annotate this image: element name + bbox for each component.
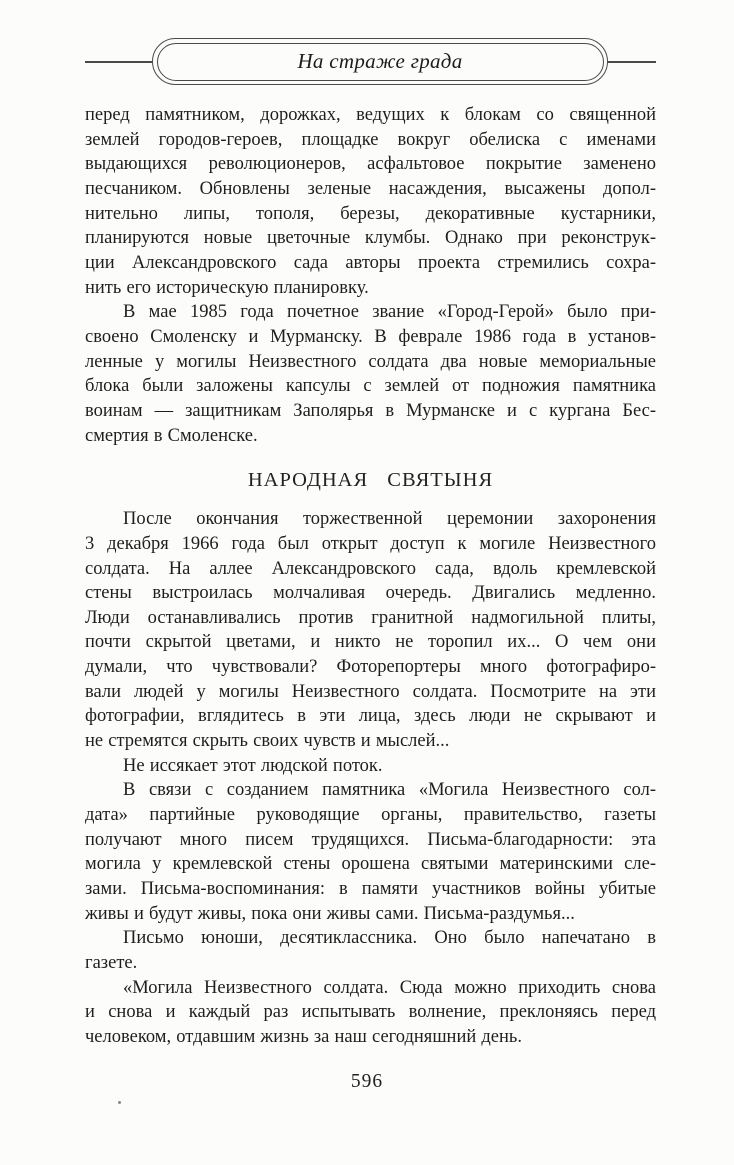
text-line: нительно липы, тополя, березы, декоративные кустарники, <box>85 203 656 224</box>
text-line: В мае 1985 года почетное звание «Город-Герой» было при- <box>123 302 656 323</box>
text-line: Люди останавливались против гранитной надмогильной плиты, <box>85 607 656 628</box>
text-line: «Могила Неизвестного солдата. Сюда можно приходить снова <box>123 977 656 998</box>
text-line: дата» партийные руководящие органы, правительство, газеты <box>85 805 656 826</box>
section-heading: НАРОДНАЯ СВЯТЫНЯ <box>247 469 494 492</box>
text-line: фотографии, вглядитесь в эти лица, здесь люди не скрывают и <box>85 706 656 727</box>
text-line: Письмо юноши, десятиклассника. Оно было напечатано в <box>123 928 656 949</box>
paragraph <box>85 778 656 926</box>
text-line: газете. <box>85 953 138 973</box>
text-line: песчаником. Обновлены зеленые насаждения, высажены допол- <box>85 178 656 199</box>
running-head-frame <box>152 38 608 85</box>
text-line: планируются новые цветочные клумбы. Однако при реконструк- <box>85 228 656 249</box>
header-rule-left <box>85 61 152 63</box>
text-line: выдающихся революционеров, асфальтовое покрытие заменено <box>85 154 656 175</box>
text-line: перед памятником, дорожках, ведущих к блокам со священной <box>85 105 656 125</box>
paragraph <box>85 103 656 300</box>
header-rule-right <box>608 61 656 63</box>
text-line: 3 декабря 1966 года был открыт доступ к могиле Неизвестного <box>85 533 656 554</box>
paragraph <box>85 976 656 1050</box>
text-line: землей городов-героев, площадке вокруг обелиска с именами <box>85 129 656 150</box>
text-line: думали, что чувствовали? Фоторепортеры много фотографиро- <box>85 657 656 678</box>
text-line: нить его историческую планировку. <box>85 277 369 298</box>
scan-speck <box>118 1101 121 1104</box>
text-line: вали людей у могилы Неизвестного солдата. Посмотрите на эти <box>85 681 656 702</box>
paragraph <box>85 507 656 754</box>
text-line: почти скрытой цветами, и никто не торопил их... О чем они <box>85 632 656 653</box>
text-line: солдата. На аллее Александровского сада, вдоль кремлевской <box>85 558 656 579</box>
text-line: воинам — защитникам Заполярья в Мурманске и с кургана Бес- <box>85 400 656 421</box>
text-line: В связи с созданием памятника «Могила Неизвестного сол- <box>123 780 656 801</box>
text-line: блока были заложены капсулы с землей от подножия памятника <box>85 376 656 397</box>
running-head-title: На страже града <box>297 49 463 73</box>
text-line: не стремятся скрыть своих чувств и мыслей... <box>85 731 450 752</box>
text-line: ции Александровского сада авторы проекта стремились сохра- <box>85 252 656 273</box>
text-line: живы и будут живы, пока они живы сами. Письма-раздумья... <box>85 903 575 924</box>
text-line: и снова и каждый раз испытывать волнение, преклоняясь перед <box>85 1002 656 1023</box>
text-line: После окончания торжественной церемонии захоронения <box>123 509 656 530</box>
text-line: зами. Письма-воспоминания: в памяти участников войны убитые <box>85 879 656 900</box>
text-line: стены выстроилась молчаливая очередь. Двигались медленно. <box>85 583 656 604</box>
text-line: человеком, отдавшим жизнь за наш сегодняшний день. <box>85 1026 522 1047</box>
text-line: смертия в Смоленске. <box>85 425 258 446</box>
text-line: получают много писем трудящихся. Письма-благодарности: эта <box>85 829 656 850</box>
text-line: своено Смоленску и Мурманску. В феврале 1986 года в установ- <box>85 326 656 347</box>
page-number: 596 <box>350 1071 384 1092</box>
text-line: ленные у могилы Неизвестного солдата два новые мемориальные <box>85 351 656 372</box>
paragraph <box>85 300 656 448</box>
text-column <box>85 103 656 1050</box>
text-line: Не иссякает этот людской поток. <box>123 755 383 776</box>
paragraph <box>85 926 656 975</box>
text-line: могила у кремлевской стены орошена святыми материнскими сле- <box>85 854 656 875</box>
paragraph <box>85 754 656 779</box>
